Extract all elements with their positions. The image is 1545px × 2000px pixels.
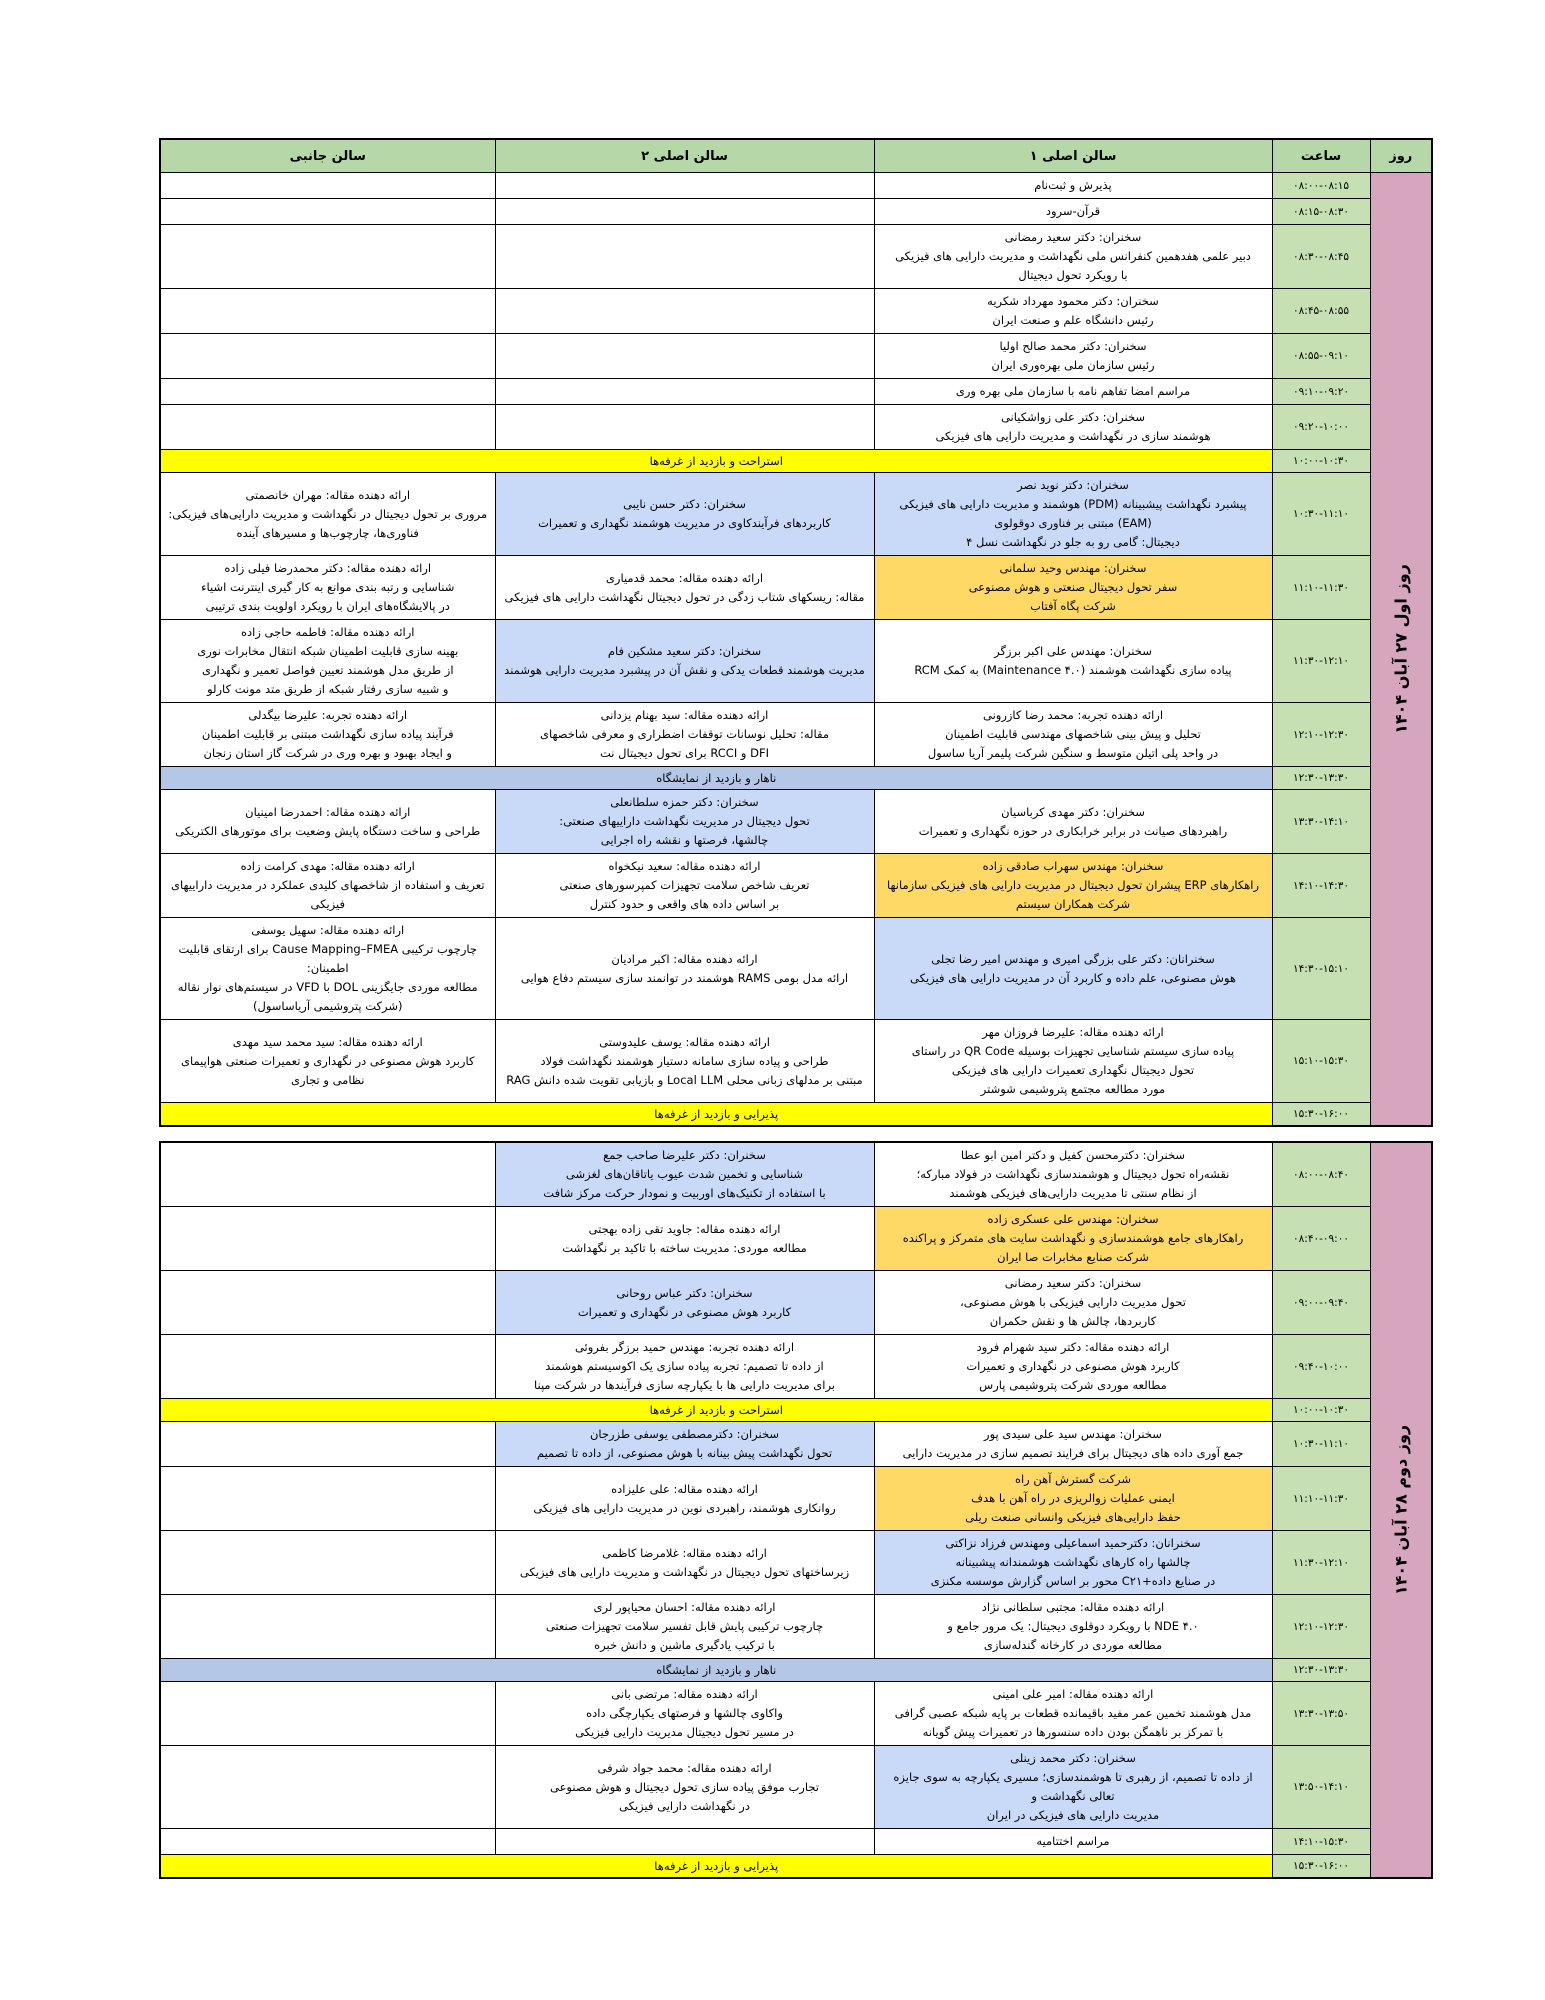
time-cell: ۰۹:۴۰-۱۰:۰۰ <box>1272 1335 1370 1399</box>
schedule-row <box>160 379 1432 405</box>
session-text-line: مطالعه موردی در کارخانه گندله‌سازی <box>983 1638 1163 1652</box>
schedule-row <box>160 334 1432 379</box>
session-text-line: سخنران: دکتر محمود مهرداد شکریه <box>987 294 1159 308</box>
session-cell-hall1 <box>874 405 1272 450</box>
session-cell-side <box>160 620 495 703</box>
session-text-line: و ایجاد بهبود و بهره وری در شرکت گاز استان زنجان <box>203 746 452 760</box>
session-text-line: ارائه دهنده تجربه: مهندس حمید برزگر بفروئی <box>574 1340 795 1354</box>
schedule-row <box>160 1467 1432 1531</box>
time-cell: ۱۱:۳۰-۱۲:۱۰ <box>1272 620 1370 703</box>
session-cell-side <box>160 173 495 199</box>
session-text-line: مقاله: تحلیل نوسانات توقفات اضطراری و معرفی شاخصهای <box>539 727 830 741</box>
session-text-line: حفظ دارایی‌های فیزیکی وانسانی صنعت ریلی <box>965 1510 1181 1524</box>
session-text-line: (EAM) مبتنی بر فناوری دوقولوی <box>994 516 1152 530</box>
session-text-line: واکاوی چالشها و فرصتهای یکپارچگی داده <box>586 1706 783 1720</box>
session-cell-hall2 <box>495 1020 874 1103</box>
session-text-line: مدل هوشمند تخمین عمر مفید باقیمانده قطعات بر پایه شبکه عصبی گرافی <box>894 1706 1252 1720</box>
session-cell-side <box>160 854 495 918</box>
header-row <box>160 139 1432 173</box>
session-text-line: چارچوب ترکیبی پایش قابل تفسیر سلامت تجهیزات صنعتی <box>545 1619 824 1633</box>
session-text-line: پیاده سازی سیستم شناسایی تجهیزات بوسیله QR Code در راستای <box>911 1044 1235 1058</box>
session-text-line: دبیر علمی هفدهمین کنفرانس ملی نگهداشت و مدیریت دارایی های فیزیکی <box>895 249 1251 263</box>
session-text-line: ارائه دهنده مقاله: جاوید تقی زاده بهجتی <box>588 1221 781 1236</box>
session-text-line: ارائه دهنده مقاله: مجتبی سلطانی نژاد <box>981 1600 1165 1614</box>
session-text-line: چالشها راه کارهای نگهداشت هوشمندانه پیشبینانه <box>955 1555 1191 1569</box>
session-text-line: مدیریت هوشمند قطعات یدکی و نقش آن در پیشبرد مدیریت دارایی هوشمند <box>504 663 865 677</box>
session-cell-side <box>160 405 495 450</box>
session-cell-side <box>160 790 495 854</box>
session-cell-side <box>160 1682 495 1746</box>
schedule-row <box>160 854 1432 918</box>
day1-schedule-table <box>159 138 1433 1127</box>
session-text-line: ارائه دهنده مقاله: سید بهنام یزدانی <box>600 708 769 722</box>
break-row-cell: پذیرایی و بازدید از غرفه‌ها <box>160 1855 1272 1879</box>
session-text-line: تحول نگهداشت پیش بینانه با هوش مصنوعی، از داده تا تصمیم <box>536 1446 833 1460</box>
session-text-line: فرآیند پیاده سازی نگهداشت مبتنی بر قابلیت اطمینان <box>201 727 454 741</box>
time-cell: ۱۵:۱۰-۱۵:۳۰ <box>1272 1020 1370 1103</box>
schedule-row <box>160 1142 1432 1207</box>
schedule-row <box>160 473 1432 556</box>
session-text-line: مبتنی بر مدلهای زبانی محلی Local LLM و بازیابی تقویت شده دانش RAG <box>506 1072 863 1087</box>
session-text-line: ارائه دهنده تجربه: علیرضا بیگدلی <box>248 708 408 722</box>
session-text-line: در واحد پلی اتیلن متوسط و سنگین شرکت پلیمر آریا ساسول <box>927 746 1219 760</box>
session-cell-hall2 <box>495 225 874 289</box>
session-text-line: سخنران: مهندس علی اکبر برزگر <box>994 644 1152 658</box>
time-cell: ۰۹:۰۰-۰۹:۴۰ <box>1272 1271 1370 1335</box>
session-text-line: سخنران: دکتر نوید نصر <box>1017 478 1129 492</box>
session-cell-hall1 <box>874 379 1272 405</box>
schedule-row <box>160 199 1432 225</box>
session-text-line: ارائه دهنده مقاله: فاطمه حاجی زاده <box>241 625 415 639</box>
session-cell-hall2 <box>495 1682 874 1746</box>
session-text-line: با تمرکز بر ناهمگن بودن داده سنسورها در تعمیرات پیش گویانه <box>922 1725 1224 1739</box>
schedule-row <box>160 1399 1432 1422</box>
schedule-row <box>160 1020 1432 1103</box>
session-cell-side <box>160 1595 495 1659</box>
session-text-line: ارائه دهنده مقاله: سعید نیکخواه <box>608 859 761 873</box>
session-cell-hall1 <box>874 1422 1272 1467</box>
session-text-line: مورد مطالعه مجتمع پتروشیمی شوشتر <box>980 1082 1166 1096</box>
schedule-row <box>160 1829 1432 1855</box>
session-text-line: ارائه دهنده مقاله: مهران خانصمتی <box>245 487 411 502</box>
session-text-line: NDE ۴.۰ با رویکرد دوقلوی دیجیتال: یک مرور جامع و <box>947 1619 1199 1633</box>
session-text-line: دیجیتال: گامی رو به جلو در نگهداشت نسل ۴ <box>966 535 1180 549</box>
session-cell-side <box>160 1142 495 1207</box>
session-text-line: با استفاده از تکنیک‌های اوربیت و نمودار حرکت مرکز شافت <box>543 1186 826 1200</box>
session-cell-side <box>160 1020 495 1103</box>
time-cell: ۰۸:۴۰-۰۹:۰۰ <box>1272 1207 1370 1271</box>
time-cell: ۰۹:۱۰-۰۹:۲۰ <box>1272 379 1370 405</box>
time-cell: ۱۴:۱۰-۱۵:۳۰ <box>1272 1829 1370 1855</box>
session-text-line: ارائه دهنده مقاله: اکبر مرادیان <box>611 951 758 966</box>
time-cell: ۱۰:۳۰-۱۱:۱۰ <box>1272 473 1370 556</box>
session-cell-hall2 <box>495 173 874 199</box>
session-cell-hall2 <box>495 289 874 334</box>
session-cell-hall1 <box>874 790 1272 854</box>
time-cell: ۱۲:۱۰-۱۲:۳۰ <box>1272 1595 1370 1659</box>
session-cell-hall2 <box>495 473 874 556</box>
time-cell: ۱۵:۳۰-۱۶:۰۰ <box>1272 1103 1370 1127</box>
session-text-line: ارائه دهنده مقاله: دکتر سید شهرام فرود <box>976 1340 1170 1354</box>
session-text-line: سخنران: دکتر محمد زینلی <box>1010 1751 1136 1765</box>
session-cell-hall1 <box>874 1531 1272 1595</box>
session-text-line: شرکت پگاه آفتاب <box>1030 599 1116 613</box>
session-text-line: ارائه دهنده مقاله: علیرضا فروزان مهر <box>982 1025 1164 1039</box>
time-cell: ۱۴:۱۰-۱۴:۳۰ <box>1272 854 1370 918</box>
session-cell-side <box>160 199 495 225</box>
session-cell-side <box>160 289 495 334</box>
schedule-row <box>160 173 1432 199</box>
session-cell-side <box>160 1335 495 1399</box>
session-text-line: قرآن-سرود <box>1045 204 1101 218</box>
time-cell: ۱۳:۳۰-۱۳:۵۰ <box>1272 1682 1370 1746</box>
session-cell-hall2 <box>495 1595 874 1659</box>
session-text-line: ارائه دهنده تجربه: محمد رضا کازرونی <box>982 708 1164 722</box>
schedule-row <box>160 1103 1432 1127</box>
session-text-line: طراحی و پیاده سازی سامانه دستیار هوشمند نگهداشت فولاد <box>540 1053 829 1068</box>
session-text-line: ارائه دهنده مقاله: علی علیزاده <box>611 1481 758 1496</box>
session-text-line: تجارب موفق پیاده سازی تحول دیجیتال و هوش مصنوعی <box>549 1779 819 1794</box>
session-cell-hall1 <box>874 289 1272 334</box>
session-cell-side <box>160 918 495 1020</box>
session-text-line: تحول دیجیتال در مدیریت نگهداشت داراییهای صنعتی: <box>559 814 810 828</box>
schedule-row <box>160 450 1432 473</box>
session-cell-hall2 <box>495 334 874 379</box>
time-cell: ۱۳:۵۰-۱۴:۱۰ <box>1272 1746 1370 1829</box>
session-cell-hall2 <box>495 556 874 620</box>
schedule-row <box>160 1207 1432 1271</box>
break-row-cell: استراحت و بازدید از غرفه‌ها <box>160 450 1272 473</box>
session-text-line: جمع آوری داده های دیجیتال برای فرایند تصمیم سازی در مدیریت دارایی <box>902 1446 1244 1460</box>
session-cell-hall1 <box>874 1142 1272 1207</box>
time-cell: ۱۳:۳۰-۱۴:۱۰ <box>1272 790 1370 854</box>
session-cell-hall1 <box>874 1271 1272 1335</box>
session-text-line: پذیرش و ثبت‌نام <box>1034 178 1112 192</box>
session-cell-hall1 <box>874 854 1272 918</box>
session-cell-hall2 <box>495 790 874 854</box>
session-text-line: کاربردهای فرآیندکاوی در مدیریت هوشمند نگهداری و تعمیرات <box>538 516 831 530</box>
session-cell-hall1 <box>874 1335 1272 1399</box>
session-text-line: زیرساختهای تحول دیجیتال در نگهداشت و مدیریت دارایی های فیزیکی <box>519 1564 850 1579</box>
schedule-row <box>160 1335 1432 1399</box>
session-text-line: شناسایی و تخمین شدت عیوب یاتاقان‌های لغزشی <box>565 1167 804 1181</box>
schedule-row <box>160 289 1432 334</box>
time-cell: ۱۲:۳۰-۱۳:۳۰ <box>1272 1659 1370 1682</box>
session-text-line: ارائه دهنده مقاله: سید محمد سید مهدی <box>232 1034 423 1049</box>
session-text-line: ایمنی عملیات زوالریزی در راه آهن با هدف <box>971 1491 1175 1505</box>
session-text-line: فناوری‌ها، چارچوب‌ها و مسیرهای آینده <box>236 525 419 540</box>
break-row-cell: ناهار و بازدید از نمایشگاه <box>160 767 1272 790</box>
session-cell-hall1 <box>874 334 1272 379</box>
session-text-line: ارائه دهنده مقاله: غلامرضا کاظمی <box>602 1545 767 1560</box>
time-cell: ۰۸:۰۰-۰۸:۴۰ <box>1272 1142 1370 1207</box>
session-text-line: سخنران: مهندس سهراب صادقی زاده <box>982 859 1164 873</box>
session-cell-hall2 <box>495 1467 874 1531</box>
col-header-hall1: سالن اصلی ۱ <box>874 139 1272 173</box>
session-text-line: کاربرد هوش مصنوعی در نگهداری و تعمیرات <box>577 1304 792 1319</box>
day-label: روز اول ۲۷ آبان ۱۴۰۴ <box>1391 564 1411 734</box>
session-text-line: در نگهداشت دارایی فیزیکی <box>619 1798 750 1813</box>
time-cell: ۱۱:۱۰-۱۱:۳۰ <box>1272 556 1370 620</box>
col-header-time: ساعت <box>1272 139 1370 173</box>
session-text-line: سخنران: دکترمصطفی یوسفی طزرجان <box>589 1427 780 1441</box>
session-cell-side <box>160 379 495 405</box>
session-text-line: شرکت گسترش آهن راه <box>1014 1472 1132 1486</box>
time-cell: ۱۴:۳۰-۱۵:۱۰ <box>1272 918 1370 1020</box>
session-text-line: بر اساس داده های واقعی و حدود کنترل <box>589 897 780 911</box>
session-text-line: ارائه دهنده مقاله: محمد قدمیاری <box>605 570 764 585</box>
session-text-line: از داده تا تصمیم: تجربه پیاده سازی یک اکوسیستم هوشمند <box>545 1359 824 1373</box>
time-cell: ۰۹:۲۰-۱۰:۰۰ <box>1272 405 1370 450</box>
session-cell-hall2 <box>495 1271 874 1335</box>
session-cell-hall2 <box>495 1207 874 1271</box>
session-text-line: ارائه مدل بومی RAMS هوشمند در توانمند سازی سیستم دفاع هوایی <box>520 970 849 985</box>
session-cell-hall1 <box>874 1682 1272 1746</box>
session-text-line: سخنران: دکتر مهدی کرباسیان <box>1001 804 1145 819</box>
schedule-row <box>160 767 1432 790</box>
session-text-line: کاربردها، چالش ها و نقش حکمران <box>989 1314 1157 1328</box>
schedule-row <box>160 1682 1432 1746</box>
session-text-line: مطالعه موردی جایگزینی DOL با VFD در سیستم‌های نوار نقاله <box>177 980 478 994</box>
session-text-line: سخنران: دکتر حسن نایبی <box>623 497 746 511</box>
time-cell: ۱۱:۱۰-۱۱:۳۰ <box>1272 1467 1370 1531</box>
session-cell-hall2 <box>495 1829 874 1855</box>
col-header-hall2: سالن اصلی ۲ <box>495 139 874 173</box>
session-text-line: سخنران: دکتر سعید رمضانی <box>1004 230 1142 244</box>
day-cell <box>1370 173 1432 1127</box>
day-label: روز دوم ۲۸ آبان ۱۴۰۴ <box>1391 1424 1411 1596</box>
schedule-row <box>160 1746 1432 1829</box>
session-text-line: راهکارهای جامع هوشمندسازی و نگهداشت سایت های متمرکز و پراکنده <box>902 1231 1244 1245</box>
session-text-line: کاربرد هوش مصنوعی در نگهداری و تعمیرات <box>966 1359 1180 1373</box>
session-cell-hall2 <box>495 1142 874 1207</box>
schedule-row <box>160 703 1432 767</box>
session-text-line: سخنران: دکتر علیرضا صاحب جمع <box>603 1148 766 1162</box>
session-text-line: در پالایشگاه‌های ایران با رویکرد اولویت بندی ترتیبی <box>205 599 450 613</box>
session-cell-hall1 <box>874 1467 1272 1531</box>
session-text-line: سخنران: دکتر سعید مشکین فام <box>607 644 762 658</box>
session-cell-hall2 <box>495 1335 874 1399</box>
time-cell: ۰۸:۰۰-۰۸:۱۵ <box>1272 173 1370 199</box>
session-text-line: ارائه دهنده مقاله: مرتضی بانی <box>611 1687 758 1701</box>
session-text-line: مراسم امضا تفاهم نامه با سازمان ملی بهره وری <box>955 384 1191 398</box>
session-text-line: سخنران: دکتر سعید رمضانی <box>1004 1276 1142 1290</box>
session-text-line: کاربرد هوش مصنوعی در نگهداری و تعمیرات صنعتی هواپیمای نظامی و تجاری <box>181 1053 475 1087</box>
session-text-line: هوش مصنوعی، علم داده و کاربرد آن در مدیریت دارایی های فیزیکی <box>910 970 1236 985</box>
session-text-line: مراسم اختتامیه <box>1036 1834 1110 1848</box>
session-text-line: پیاده سازی نگهداشت هوشمند (Maintenance ۴.۰) به کمک RCM <box>914 663 1232 677</box>
schedule-row <box>160 1271 1432 1335</box>
session-cell-hall1 <box>874 473 1272 556</box>
session-cell-hall2 <box>495 405 874 450</box>
session-text-line: مطالعه موردی شرکت پتروشیمی پارس <box>979 1378 1167 1392</box>
session-text-line: راهبردهای صیانت در برابر خرابکاری در حوزه نگهداری و تعمیرات <box>918 823 1228 838</box>
session-text-line: سخنران: دکتر علی زواشکیانی <box>1000 410 1146 424</box>
session-text-line: سخنرانان: دکتر علی بزرگی امیری و مهندس امیر رضا تجلی <box>931 951 1215 966</box>
session-cell-side <box>160 334 495 379</box>
session-text-line: از طریق مدل هوشمند تعیین فواصل تعمیر و نگهداری <box>201 663 454 677</box>
session-text-line: چالشها، فرصتها و نقشه راه اجرایی <box>600 833 769 847</box>
session-cell-hall1 <box>874 1595 1272 1659</box>
session-cell-hall2 <box>495 379 874 405</box>
session-text-line: روانکاری هوشمند، راهبردی نوین در مدیریت دارایی های فیزیکی <box>533 1500 836 1515</box>
session-text-line: چارچوب ترکیبی Cause Mapping–FMEA برای ارتقای قابلیت اطمینان: <box>178 942 478 975</box>
session-cell-hall1 <box>874 1020 1272 1103</box>
day-cell <box>1370 1142 1432 1878</box>
schedule-row <box>160 225 1432 289</box>
session-text-line: تحول دیجیتال نگهداری تعمیرات دارایی های فیزیکی <box>951 1063 1195 1077</box>
session-text-line: تحلیل و پیش بینی شاخصهای مهندسی قابلیت اطمینان <box>945 727 1201 741</box>
session-text-line: تعریف و استفاده از شاخصهای کلیدی عملکرد در مدیریت داراییهای فیزیکی <box>170 878 485 911</box>
time-cell: ۱۱:۳۰-۱۲:۱۰ <box>1272 1531 1370 1595</box>
session-text-line: شرکت همکاران سیستم <box>1015 897 1131 911</box>
session-text-line: ارائه دهنده مقاله: محمد جواد شرفی <box>597 1760 772 1775</box>
session-cell-side <box>160 556 495 620</box>
schedule-row <box>160 620 1432 703</box>
session-text-line: سخنران: مهندس وحید سلمانی <box>999 561 1147 575</box>
session-cell-hall2 <box>495 918 874 1020</box>
schedule-row <box>160 1659 1432 1682</box>
time-cell: ۰۸:۴۵-۰۸:۵۵ <box>1272 289 1370 334</box>
session-cell-hall1 <box>874 225 1272 289</box>
time-cell: ۱۵:۳۰-۱۶:۰۰ <box>1272 1855 1370 1879</box>
session-cell-side <box>160 473 495 556</box>
schedule-row <box>160 918 1432 1020</box>
session-text-line: ارائه دهنده مقاله: یوسف علیدوستی <box>599 1034 770 1049</box>
session-text-line: سفر تحول دیجیتال صنعتی و هوش مصنوعی <box>968 580 1178 594</box>
session-text-line: و شبیه سازی رفتار شبکه از طریق متد مونت کارلو <box>207 682 449 696</box>
session-cell-side <box>160 1271 495 1335</box>
session-text-line: سخنران: مهندس سید علی سیدی پور <box>984 1427 1162 1441</box>
session-cell-hall2 <box>495 199 874 225</box>
session-text-line: در صنایع داده+C۲۱ محور بر اساس گزارش موسسه مکنزی <box>930 1574 1216 1588</box>
schedule-row <box>160 1595 1432 1659</box>
schedule-row <box>160 790 1432 854</box>
session-text-line: بهینه سازی قابلیت اطمینان شبکه انتقال مخابرات نوری <box>197 644 459 658</box>
session-text-line: شرکت صنایع مخابرات صا ایران <box>997 1250 1149 1264</box>
time-cell: ۱۲:۳۰-۱۳:۳۰ <box>1272 767 1370 790</box>
day2-schedule-table <box>159 1141 1433 1879</box>
session-text-line: راهکارهای ERP پیشران تحول دیجیتال در مدیریت دارایی های فیزیکی سازمانها <box>886 878 1260 892</box>
break-row-cell: پذیرایی و بازدید از غرفه‌ها <box>160 1103 1272 1127</box>
session-text-line: برای مدیریت دارایی ها با یکپارچه سازی فرآیندها در شرکت مپنا <box>533 1378 836 1392</box>
session-text-line: DFI و RCCI برای تحول دیجیتال نت <box>600 746 769 760</box>
time-cell: ۰۸:۳۰-۰۸:۴۵ <box>1272 225 1370 289</box>
session-cell-hall1 <box>874 199 1272 225</box>
session-text-line: (شرکت پتروشیمی آریاساسول) <box>253 999 403 1013</box>
session-cell-hall2 <box>495 703 874 767</box>
session-cell-hall2 <box>495 1746 874 1829</box>
session-cell-side <box>160 703 495 767</box>
session-text-line: از نظام سنتی تا مدیریت دارایی‌های فیزیکی هوشمند <box>949 1186 1197 1200</box>
session-text-line: رئیس سازمان ملی بهره‌وری ایران <box>991 358 1155 372</box>
session-text-line: مدیریت دارایی های فیزیکی در ایران <box>986 1808 1160 1822</box>
session-text-line: ارائه دهنده مقاله: دکتر محمدرضا فیلی زاده <box>224 561 432 575</box>
session-cell-side <box>160 225 495 289</box>
session-text-line: تحول مدیریت دارایی فیزیکی با هوش مصنوعی، <box>960 1295 1186 1309</box>
break-row-cell: استراحت و بازدید از غرفه‌ها <box>160 1399 1272 1422</box>
session-cell-side <box>160 1207 495 1271</box>
time-cell: ۱۲:۱۰-۱۲:۳۰ <box>1272 703 1370 767</box>
session-text-line: طراحی و ساخت دستگاه پایش وضعیت برای موتورهای الکتریکی <box>175 823 481 838</box>
schedule-row <box>160 1422 1432 1467</box>
session-cell-hall1 <box>874 556 1272 620</box>
session-text-line: مروری بر تحول دیجیتال در نگهداشت و مدیریت دارایی‌های فیزیکی: <box>168 506 488 521</box>
session-text-line: نقشه‌راه تحول دیجیتال و هوشمندسازی نگهداشت در فولاد مبارکه؛ <box>916 1167 1230 1181</box>
session-text-line: سخنرانان: دکترحمید اسماعیلی ومهندس فرزاد نزاکتی <box>945 1536 1201 1550</box>
session-text-line: تعریف شاخص سلامت تجهیزات کمپرسورهای صنعتی <box>559 878 810 892</box>
session-text-line: در مسیر تحول دیجیتال مدیریت دارایی فیزیکی <box>575 1725 794 1739</box>
session-text-line: هوشمند سازی در نگهداشت و مدیریت دارایی های فیزیکی <box>935 429 1211 443</box>
session-cell-hall1 <box>874 1207 1272 1271</box>
session-text-line: از داده تا تصمیم، از رهبری تا هوشمندسازی؛ مسیری یکپارچه به سوی جایزه تعالی نگهداشت و <box>893 1770 1253 1803</box>
time-cell: ۰۸:۱۵-۰۸:۳۰ <box>1272 199 1370 225</box>
session-text-line: سخنران: دکتر محمد صالح اولیا <box>999 339 1147 353</box>
session-cell-hall1 <box>874 918 1272 1020</box>
schedule-row <box>160 1855 1432 1879</box>
session-cell-hall1 <box>874 173 1272 199</box>
time-cell: ۱۰:۳۰-۱۱:۱۰ <box>1272 1422 1370 1467</box>
session-cell-hall1 <box>874 703 1272 767</box>
session-cell-hall2 <box>495 1422 874 1467</box>
col-header-side: سالن جانبی <box>160 139 495 173</box>
schedule-row <box>160 405 1432 450</box>
time-cell: ۱۰:۰۰-۱۰:۳۰ <box>1272 450 1370 473</box>
session-text-line: سخنران: دکتر حمزه سلطانعلی <box>610 795 759 809</box>
session-cell-side <box>160 1746 495 1829</box>
session-cell-side <box>160 1531 495 1595</box>
session-text-line: شناسایی و رتبه بندی موانع به کار گیری اینترنت اشیاء <box>201 580 455 594</box>
session-cell-hall2 <box>495 620 874 703</box>
session-cell-hall2 <box>495 1531 874 1595</box>
time-cell: ۰۸:۵۵-۰۹:۱۰ <box>1272 334 1370 379</box>
session-cell-side <box>160 1829 495 1855</box>
session-text-line: مقاله: ریسکهای شتاب زدگی در تحول دیجیتال نگهداشت دارایی های فیزیکی <box>504 589 865 604</box>
session-cell-hall1 <box>874 1829 1272 1855</box>
session-text-line: با ترکیب یادگیری ماشین و دانش خبره <box>594 1638 775 1652</box>
session-text-line: ارائه دهنده مقاله: مهدی کرامت زاده <box>240 859 415 873</box>
session-text-line: سخنران: مهندس علی عسکری زاده <box>987 1212 1159 1226</box>
session-cell-hall1 <box>874 620 1272 703</box>
session-text-line: رئیس دانشگاه علم و صنعت ایران <box>992 313 1154 327</box>
session-text-line: مطالعه موردی: مدیریت ساخته با تاکید بر نگهداشت <box>562 1240 807 1255</box>
session-text-line: سخنران: دکترمحسن کفیل و دکتر امین ابو عطا <box>960 1148 1186 1162</box>
session-cell-side <box>160 1422 495 1467</box>
session-cell-hall1 <box>874 1746 1272 1829</box>
col-header-day: روز <box>1370 139 1432 173</box>
session-text-line: با رویکرد تحول دیجیتال <box>1018 268 1128 282</box>
time-cell: ۱۰:۰۰-۱۰:۳۰ <box>1272 1399 1370 1422</box>
session-cell-hall2 <box>495 854 874 918</box>
session-cell-side <box>160 1467 495 1531</box>
schedule-row <box>160 1531 1432 1595</box>
conference-schedule <box>161 138 1433 1879</box>
session-text-line: ارائه دهنده مقاله: سهیل یوسفی <box>251 923 405 937</box>
session-text-line: ارائه دهنده مقاله: احمدرضا امینیان <box>245 804 411 819</box>
session-text-line: پیشبرد نگهداشت پیشبینانه (PDM) هوشمند و مدیریت دارایی های فیزیکی <box>899 497 1247 511</box>
break-row-cell: ناهار و بازدید از نمایشگاه <box>160 1659 1272 1682</box>
session-text-line: ارائه دهنده مقاله: احسان محیاپور لری <box>593 1600 776 1614</box>
session-text-line: ارائه دهنده مقاله: امیر علی امینی <box>992 1687 1154 1701</box>
schedule-row <box>160 556 1432 620</box>
session-text-line: سخنران: دکتر عباس روحانی <box>616 1285 753 1300</box>
